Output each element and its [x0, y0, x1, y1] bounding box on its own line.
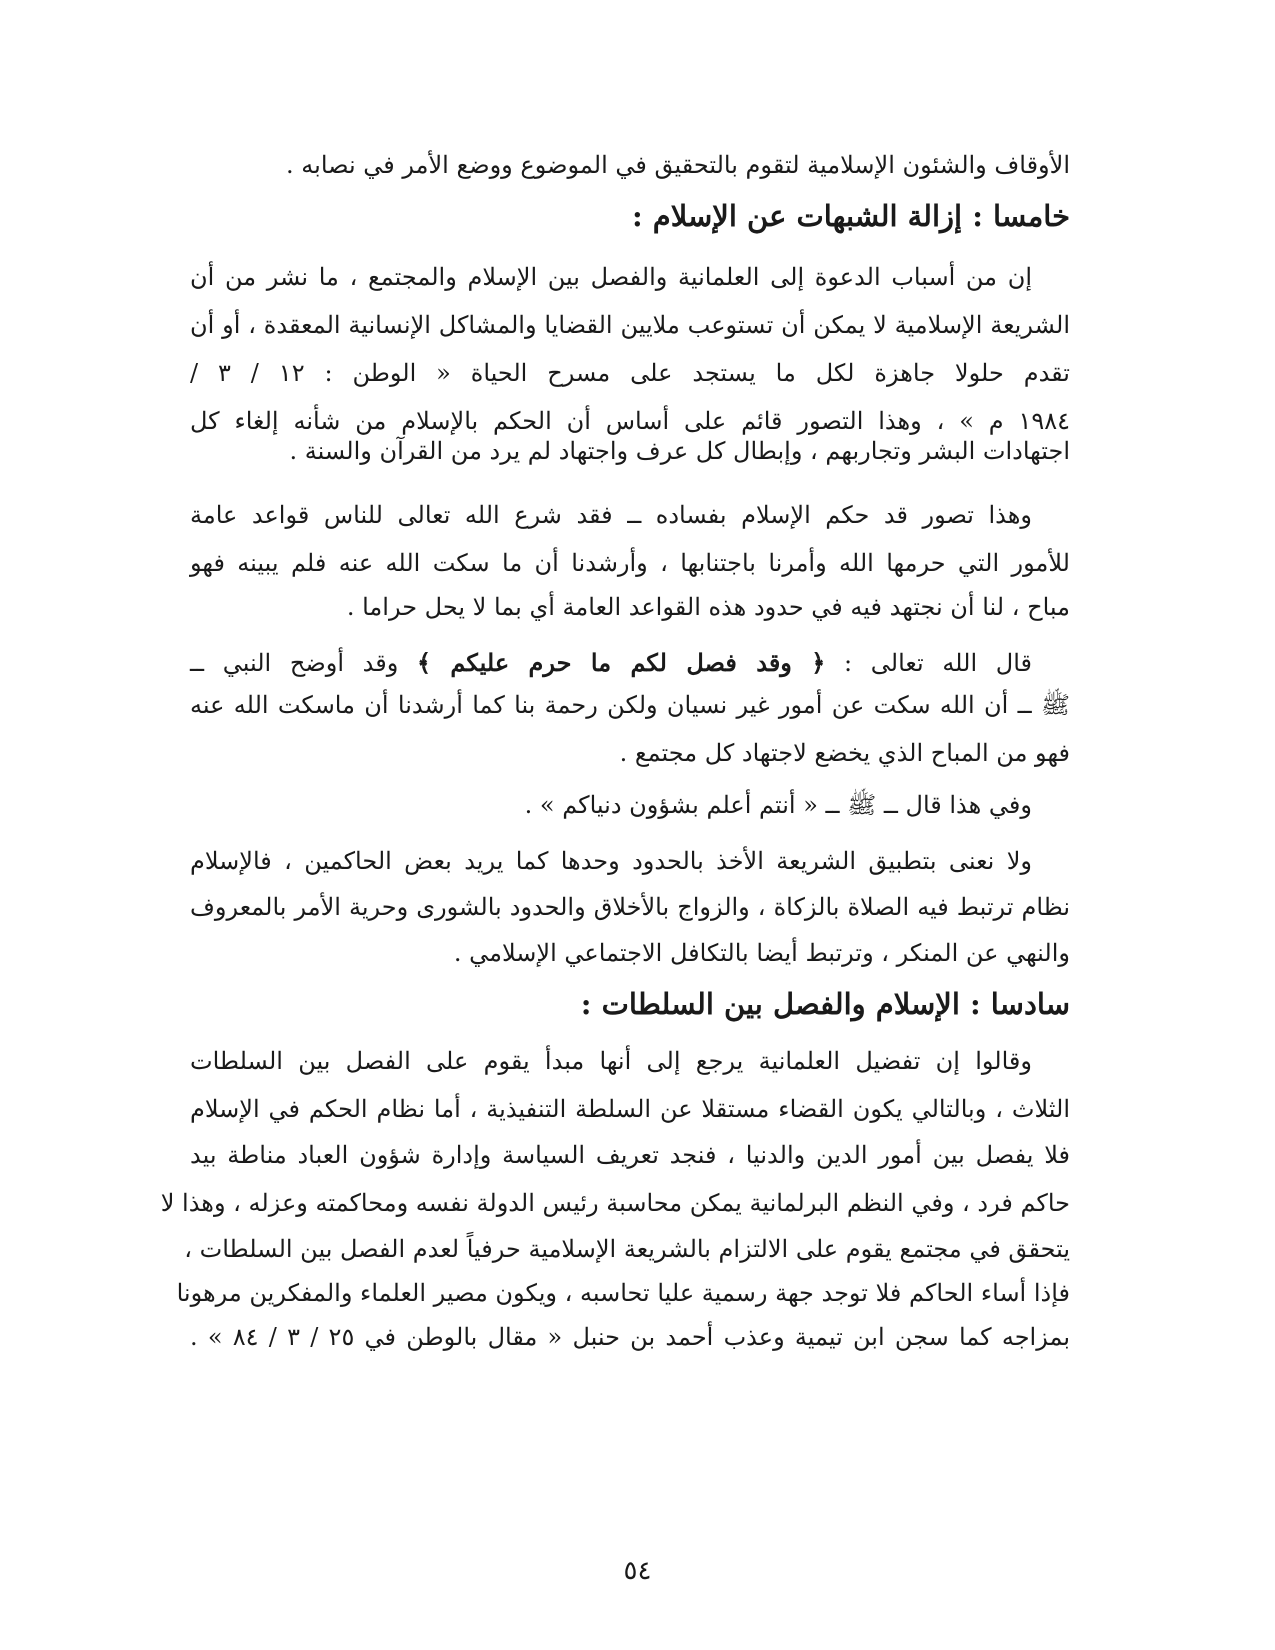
paragraph-line: فلا يفصل بين أمور الدين والدنيا ، فنجد تعريف السياسة وإدارة شؤون العباد مناطة بيد: [190, 1141, 1070, 1169]
quote-prefix: قال الله تعالى :: [844, 649, 1032, 677]
paragraph-line: إن من أسباب الدعوة إلى العلمانية والفصل بين الإسلام والمجتمع ، ما نشر من أن: [190, 263, 1032, 291]
paragraph-line: الشريعة الإسلامية لا يمكن أن تستوعب ملايين القضايا والمشاكل الإنسانية المعقدة ، أو أن: [190, 311, 1070, 339]
paragraph-line: ولا نعنى بتطبيق الشريعة الأخذ بالحدود وحدها كما يريد بعض الحاكمين ، فالإسلام: [190, 847, 1032, 875]
paragraph-line: والنهي عن المنكر ، وترتبط أيضا بالتكافل الاجتماعي الإسلامي .: [453, 939, 1070, 967]
paragraph-line: اجتهادات البشر وتجاربهم ، وإبطال كل عرف واجتهاد لم يرد من القرآن والسنة .: [289, 437, 1070, 465]
section-5-heading: خامسا : إزالة الشبهات عن الإسلام :: [631, 199, 1070, 233]
quote-suffix: وقد أوضح النبي ــ: [190, 649, 399, 677]
continuation-line: الأوقاف والشئون الإسلامية لتقوم بالتحقيق في الموضوع ووضع الأمر في نصابه .: [286, 151, 1070, 179]
paragraph-line: ﷺ ــ أن الله سكت عن أمور غير نسيان ولكن رحمة بنا كما أرشدنا أن ماسكت الله عنه: [190, 691, 1070, 719]
quran-quote-line: [190, 648, 1070, 678]
paragraph-line: وقالوا إن تفضيل العلمانية يرجع إلى أنها مبدأ يقوم على الفصل بين السلطات: [190, 1047, 1032, 1075]
quran-quote: ﴿ وقد فصل لكم ما حرم عليكم ﴾: [416, 648, 826, 677]
paragraph-line: مباح ، لنا أن نجتهد فيه في حدود هذه القواعد العامة أي بما لا يحل حراما .: [346, 593, 1070, 621]
page-number: ٥٤: [623, 1556, 652, 1586]
paragraph-line: ١٩٨٤ م » ، وهذا التصور قائم على أساس أن الحكم بالإسلام من شأنه إلغاء كل: [190, 407, 1070, 435]
paragraph-line: للأمور التي حرمها الله وأمرنا باجتنابها ، وأرشدنا أن ما سكت الله عنه فلم يبينه فهو: [190, 549, 1070, 577]
paragraph-line: نظام ترتبط فيه الصلاة بالزكاة ، والزواج بالأخلاق والحدود بالشورى وحرية الأمر بالمعروف: [190, 893, 1070, 921]
paragraph-line: فهو من المباح الذي يخضع لاجتهاد كل مجتمع .: [619, 739, 1070, 767]
paragraph-line: فإذا أساء الحاكم فلا توجد جهة رسمية عليا تحاسبه ، ويكون مصير العلماء والمفكرين مرهونا: [176, 1279, 1070, 1307]
paragraph-line: يتحقق في مجتمع يقوم على الالتزام بالشريعة الإسلامية حرفياً لعدم الفصل بين السلطات ،: [184, 1235, 1070, 1263]
hadith-line: وفي هذا قال ــ ﷺ ــ « أنتم أعلم بشؤون دنياكم » .: [524, 791, 1032, 819]
paragraph-line: الثلاث ، وبالتالي يكون القضاء مستقلا عن السلطة التنفيذية ، أما نظام الحكم في الإسلام: [190, 1095, 1070, 1123]
paragraph-line: وهذا تصور قد حكم الإسلام بفساده ــ فقد شرع الله تعالى للناس قواعد عامة: [190, 501, 1033, 529]
paragraph-line: بمزاجه كما سجن ابن تيمية وعذب أحمد بن حنبل « مقال بالوطن في ٢٥ / ٣ / ٨٤ » .: [190, 1323, 1070, 1351]
section-6-heading: سادسا : الإسلام والفصل بين السلطات :: [580, 987, 1070, 1021]
paragraph-line: تقدم حلولا جاهزة لكل ما يستجد على مسرح الحياة « الوطن : ١٢ / ٣ /: [190, 359, 1070, 387]
paragraph-line: حاكم فرد ، وفي النظم البرلمانية يمكن محاسبة رئيس الدولة نفسه ومحاكمته وعزله ، وهذا لا: [160, 1189, 1070, 1217]
